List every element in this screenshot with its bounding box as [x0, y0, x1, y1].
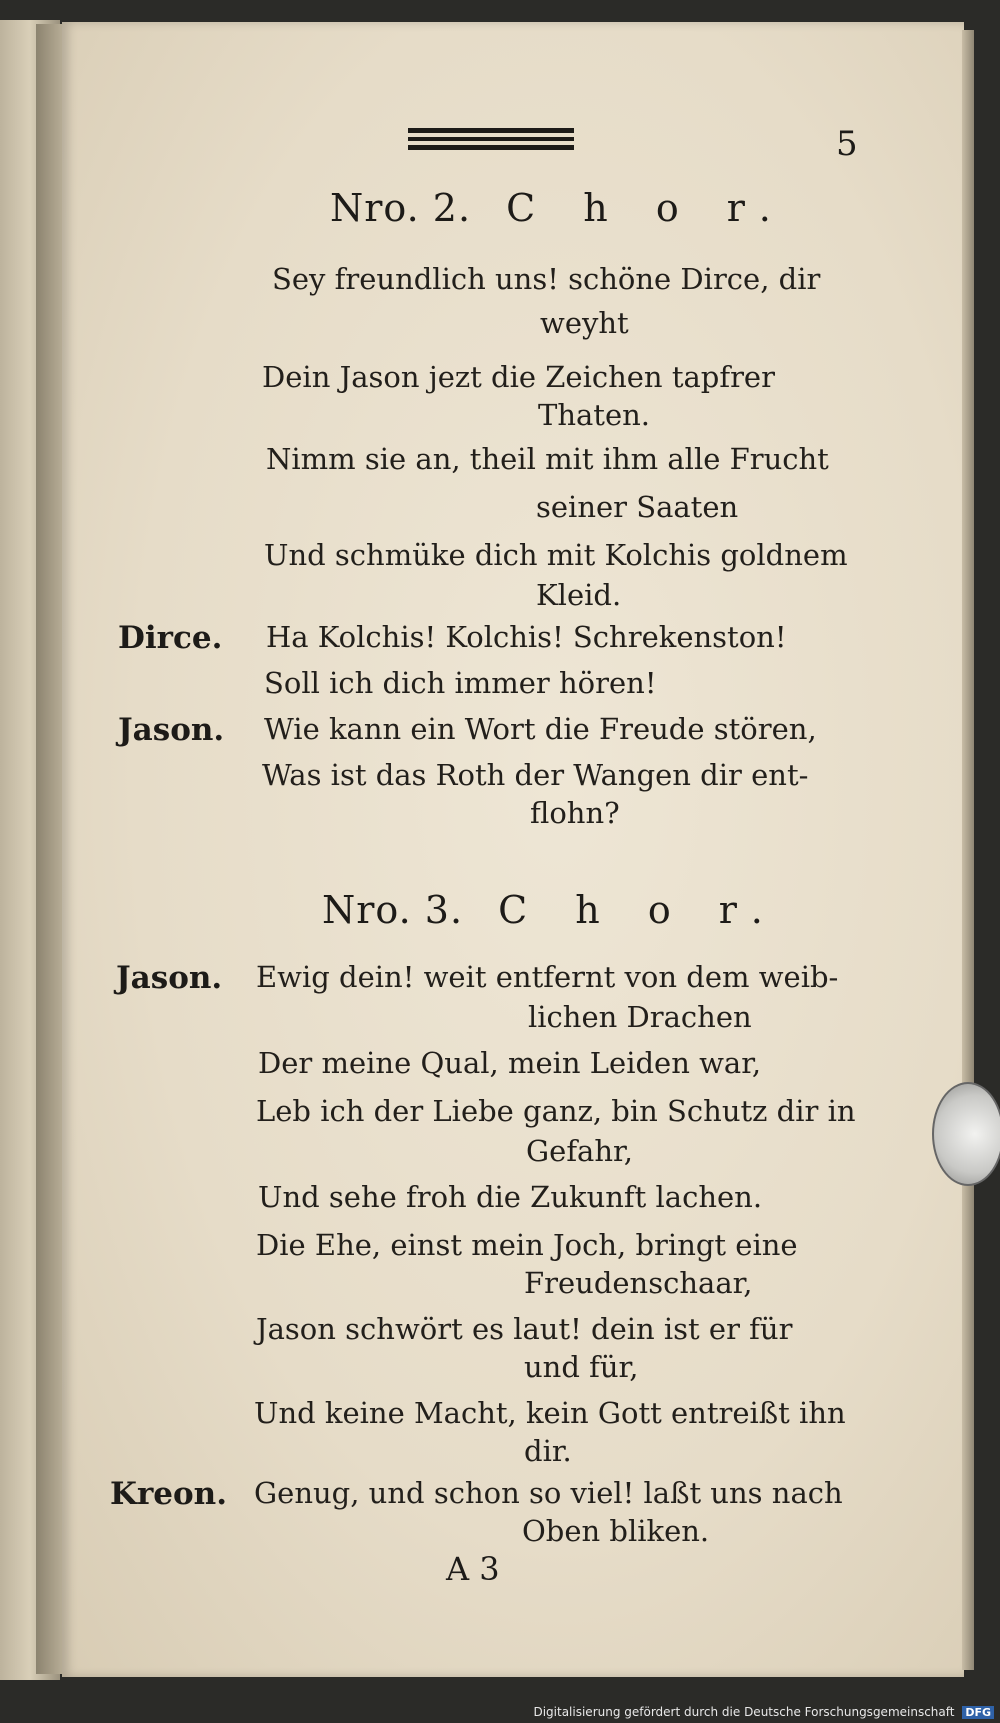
verse-line: Dein Jason jezt die Zeichen tapfrer — [262, 360, 775, 394]
verse-line-continuation: Kleid. — [536, 578, 622, 612]
verse-line-continuation: weyht — [540, 306, 629, 340]
page-fore-edge — [962, 30, 974, 1670]
digitization-credit — [533, 1705, 994, 1719]
verse-line: Und sehe froh die Zukunft lachen. — [258, 1180, 763, 1214]
verse-line-continuation: dir. — [524, 1434, 572, 1468]
verse-line: Sey freundlich uns! schöne Dirce, dir — [272, 262, 821, 296]
speaker-name: Dirce. — [118, 620, 223, 656]
verse-line: Leb ich der Liebe ganz, bin Schutz dir in — [256, 1094, 856, 1128]
verse-line: Ha Kolchis! Kolchis! Schrekenston! — [266, 620, 787, 654]
section-number: Nro. 3. — [322, 888, 464, 932]
verse-line: Und schmüke dich mit Kolchis goldnem — [264, 538, 848, 572]
verse-line: Nimm sie an, theil mit ihm alle Frucht — [266, 442, 829, 476]
verse-line: Genug, und schon so viel! laßt uns nach — [254, 1476, 843, 1510]
verse-line-continuation: Oben bliken. — [522, 1514, 710, 1548]
verse-line-continuation: lichen Drachen — [528, 1000, 752, 1034]
section-number: Nro. 2. — [330, 186, 472, 230]
verse-line-continuation: flohn? — [530, 796, 620, 830]
credit-text: Digitalisierung gefördert durch die Deutsche Forschungsgemeinschaft — [533, 1705, 955, 1719]
verse-line-continuation: Gefahr, — [526, 1134, 633, 1168]
section-title: C h o r. — [498, 888, 781, 932]
speaker-name: Jason. — [116, 960, 223, 996]
verse-line-continuation: seiner Saaten — [536, 490, 739, 524]
section-heading-nro3 — [322, 888, 781, 932]
verse-line: Was ist das Roth der Wangen dir ent- — [262, 758, 809, 792]
section-title: C h o r. — [506, 186, 789, 230]
verse-line: Jason schwört es laut! dein ist er für — [256, 1312, 793, 1346]
verse-line: Ewig dein! weit entfernt von dem weib- — [256, 960, 839, 994]
header-rule — [408, 128, 574, 150]
verse-line-continuation: Thaten. — [538, 398, 651, 432]
signature-mark: A 3 — [446, 1550, 500, 1588]
verse-line: Die Ehe, einst mein Joch, bringt eine — [256, 1228, 798, 1262]
speaker-name: Kreon. — [110, 1476, 228, 1512]
verse-line-continuation: und für, — [524, 1350, 639, 1384]
dfg-logo-icon: DFG — [962, 1706, 994, 1719]
verse-line-continuation: Freudenschaar, — [524, 1266, 753, 1300]
verse-line: Soll ich dich immer hören! — [264, 666, 657, 700]
page-number: 5 — [836, 124, 858, 164]
verse-line: Der meine Qual, mein Leiden war, — [258, 1046, 762, 1080]
speaker-name: Jason. — [118, 712, 225, 748]
page-clip-tab — [932, 1082, 1000, 1186]
verse-line: Wie kann ein Wort die Freude stören, — [264, 712, 817, 746]
book-gutter — [36, 24, 64, 1674]
section-heading-nro2 — [330, 186, 789, 230]
verse-line: Und keine Macht, kein Gott entreißt ihn — [254, 1396, 846, 1430]
